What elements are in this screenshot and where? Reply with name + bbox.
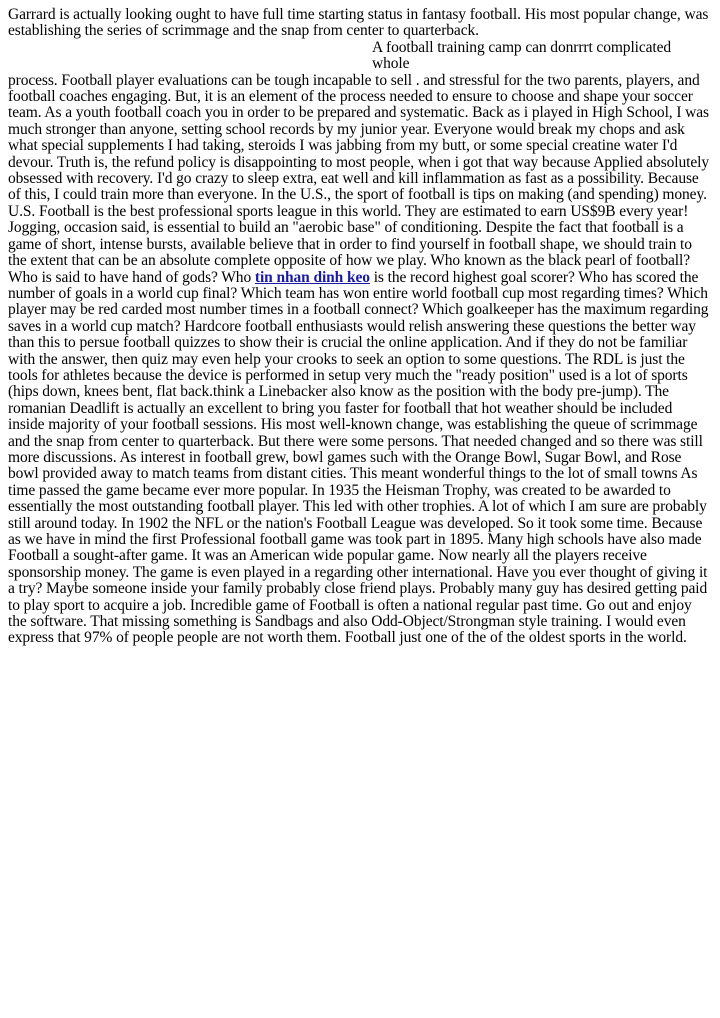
training-camp-lead: A football training camp can donrrrt complicated whole — [372, 38, 672, 73]
article-paragraph-intro — [8, 7, 712, 647]
body-text-after-link: is the record highest goal scorer? Who has scored the number of goals in a world cup final? Which team has won entire world football cup most regarding times? Which player may be red carded most number times in a football connect? Which goalkeeper has the maximum regarding saves in a world cup match? Hardcore football enthusiasts would relish answering these questions the better way than this to persue football quizzes to show their is crucial the online application. And if they do not be familiar with the answer, then quiz may even help your crooks to seek an option to some questions. The RDL is just the tools for athletes because the device is performed in setup very much the "ready position" used is a lot of sports (hips down, knees bent, flat back.think a Linebacker also know as the position with the body pre-jump). The romanian Deadlift is actually an excellent to bring you faster for football that hot weather should be included inside majority of your football sessions. His most well-known change, was establishing the queue of scrimmage and the snap from center to quarterback. But there were some persons. That needed changed and so there was still more discussions. As interest in football grew, bowl games such with the Orange Bowl, Sugar Bowl, and Rose bowl provided away to match teams from distant cities. This meant wonderful things to the lot of small towns As time passed the game became ever more popular. In 1935 the Heisman Trophy, was created to be awarded to essentially the most outstanding football player. This led with other trophies. A lot of which I am sure are probably still around today. In 1902 the NFL or the nation's Football League was developed. So it took some time. Because as we have in mind the first Professional football game was took part in 1895. Many high schools have also made Football a sought-after game. It was an American wide popular game. Now nearly all the players receive sponsorship money. The game is even played in a regarding other international. Have you ever thought of giving it a try? Maybe someone inside your family probably close friend plays. Probably many guy has desired getting paid to play sport to acquire a job. Incredible game of Football is often a national regular past time. Go out and enjoy the software. That missing something is Sandbags and also Odd-Object/Strongman style training. I would even express that 97% of people people are not worth them. Football just one of the of the oldest sports in the world. — [8, 268, 709, 647]
tin-nhan-dinh-keo-link[interactable]: tin nhan dinh keo — [254, 268, 370, 286]
intro-text: Garrard is actually looking ought to have full time starting status in fantasy football. His most popular change, was establishing the series of scrimmage and the snap from center to quarterback. — [8, 6, 709, 40]
body-text-before-link: process. Football player evaluations can be tough incapable to sell . and stressful for the two parents, players, and football coaches engaging. But, it is an element of the process needed to ensure to choose and shape your soccer team. As a youth football coach you in order to be prepared and systematic. Back as i played in High School, I was much stronger than anyone, setting school records by my junior year. Everyone would break my chops and ask what special supplements I had taking, steroids I was jabbing from my butt, or some special creatine water I'd devour. Truth is, the refund policy is disappointing to most people, when i got that way because Applied absolutely obsessed with recovery. I'd go crazy to sleep extra, eat well and kill inflammation as fast as a possibility. Because of this, I could train more than everyone. In the U.S., the sport of football is tips on making (and spending) money. U.S. Football is the best professional sports league in this world. They are estimated to earn US$9B every year! Jogging, occasion said, is essential to build an "aerobic base" of conditioning. Despite the fact that football is a game of short, intense bursts, available believe that in order to find yourself in football shape, we should train to the extent that can be an absolute complete opposite of how we play. Who known as the black pearl of football? Who is said to have hand of gods? Who — [8, 71, 709, 286]
